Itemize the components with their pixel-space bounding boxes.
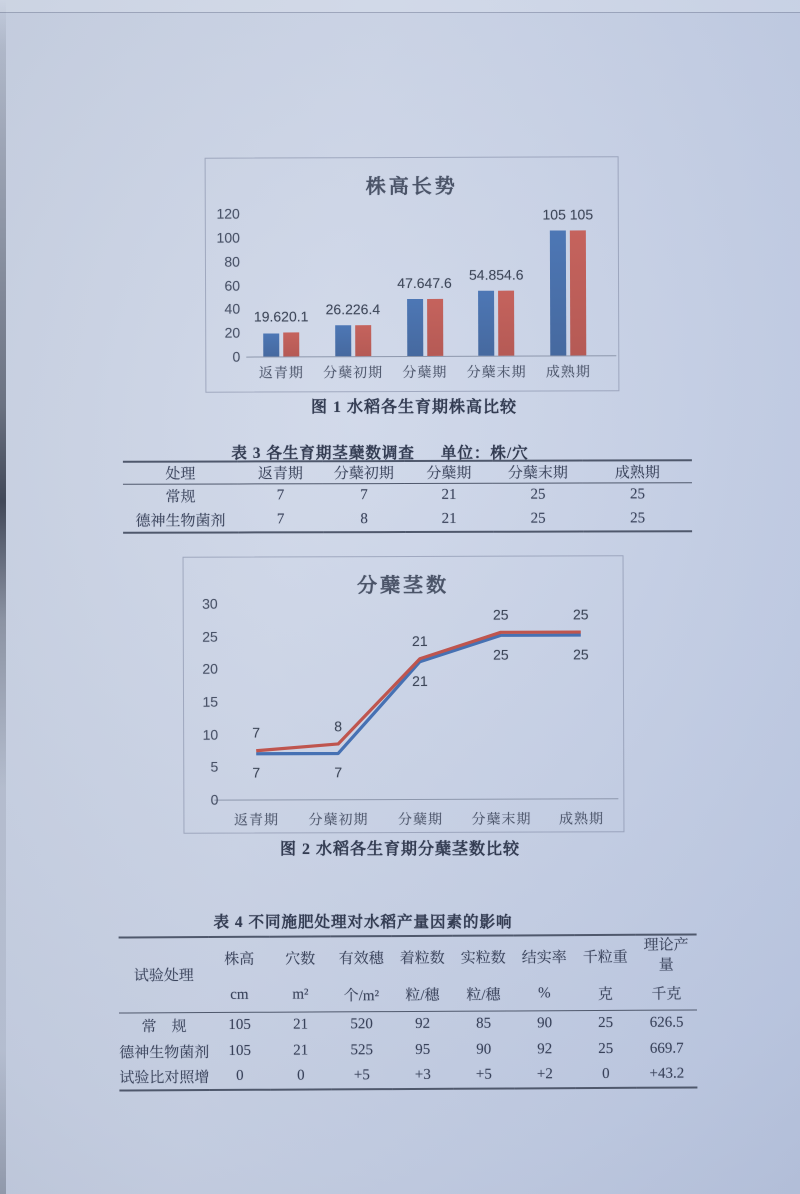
point-label-upper: 21 (411, 632, 428, 649)
axis-tick-label: 5 (210, 758, 219, 776)
bar-blue (550, 230, 566, 355)
table-cell: +2 (536, 1066, 553, 1083)
axis-tick-label: 120 (216, 205, 240, 222)
table-header-cell: 实粒数 (460, 950, 506, 967)
point-label-lower: 7 (252, 764, 261, 781)
table-cell: 21 (293, 1042, 309, 1059)
point-label-lower: 25 (573, 646, 589, 663)
table-header-cell-text: 理论产量 (643, 937, 689, 974)
table3-unit-label: 单位：株/穴 (440, 445, 529, 462)
table-cell: 0 (236, 1067, 244, 1084)
bar-red (427, 299, 443, 356)
table-cell: 25 (630, 509, 646, 526)
table-cell: 90 (537, 1014, 553, 1032)
table-header-cell: 株高 (224, 951, 255, 968)
axis-tick-label: 60 (224, 277, 241, 294)
bar-pair-label: 105 105 (542, 206, 594, 223)
bar-pair-label: 54.854.6 (468, 266, 524, 283)
axis-category-label: 成熟期 (558, 810, 604, 827)
table-cell: 92 (537, 1040, 553, 1057)
axis-tick-label: 100 (216, 229, 240, 246)
table-cell: 常 规 (141, 1018, 187, 1036)
point-label-upper: 25 (492, 606, 509, 623)
paper-crease-line (0, 12, 800, 13)
axis-category-label: 分蘖期 (402, 363, 448, 381)
table-cell: 520 (350, 1015, 373, 1033)
axis-tick-label: 30 (202, 595, 218, 612)
point-label-lower: 25 (493, 646, 509, 663)
axis-category-label: 返青期 (258, 364, 304, 381)
bar-pair-label: 26.226.4 (325, 300, 381, 317)
axis-category-label: 分蘖期 (397, 810, 443, 828)
table-header-cell: 有效穗 (338, 951, 384, 968)
bar-pair-label: 47.647.6 (397, 275, 452, 292)
point-label-upper: 7 (252, 724, 261, 741)
bar-blue (335, 325, 351, 356)
table-cell: 90 (476, 1041, 492, 1058)
axis-category-label: 分蘖初期 (308, 811, 369, 828)
axis-tick-label: 0 (210, 791, 219, 808)
paper-top-band (0, 0, 800, 12)
bar-red (570, 230, 586, 355)
bar-red (355, 325, 371, 357)
axis-category-label: 分蘖初期 (323, 364, 384, 381)
axis-category-label: 返青期 (233, 811, 279, 828)
table-header-cell: 成熟期 (614, 465, 660, 482)
table-unit-cell: cm (230, 986, 249, 1003)
table-cell: 105 (228, 1016, 251, 1033)
table-cell: 626.5 (649, 1014, 684, 1031)
table-cell: 95 (415, 1041, 431, 1058)
table-cell: 8 (360, 510, 368, 527)
table-cell: 21 (441, 487, 457, 504)
figure1-chart-title: 株高长势 (365, 175, 458, 199)
table-header-cell: 着粒数 (399, 950, 445, 968)
point-label-upper: 25 (572, 606, 589, 623)
table-cell: 0 (297, 1067, 305, 1084)
point-label-lower: 7 (334, 764, 343, 781)
table-unit-cell: 个/m² (343, 987, 380, 1005)
bar-blue (263, 333, 279, 356)
axis-tick-label: 40 (224, 300, 241, 317)
table-cell: 25 (629, 486, 646, 503)
figure1-plot-area (246, 206, 617, 357)
table-cell: 25 (530, 510, 546, 527)
table-cell: 21 (293, 1016, 309, 1033)
point-label-upper: 8 (334, 717, 343, 734)
table-unit-cell: 粒/穗 (405, 987, 440, 1004)
axis-tick-label: 15 (202, 693, 219, 710)
line-series-red (256, 632, 581, 751)
table-cell: 92 (415, 1015, 431, 1032)
table4 (119, 933, 698, 1091)
table-cell: +3 (414, 1066, 431, 1083)
figure2-plot-area (224, 602, 615, 799)
axis-category-label: 成熟期 (545, 363, 591, 380)
table-cell: 0 (602, 1065, 610, 1082)
left-edge-shadow (0, 0, 6, 1194)
table-header-cell: 穴数 (285, 951, 316, 968)
table-cell: 试验比对照增 (119, 1070, 210, 1087)
table-row (123, 507, 692, 532)
table-row (123, 483, 692, 508)
axis-category-label: 分蘖末期 (471, 810, 532, 827)
table-row (119, 1009, 697, 1038)
axis-tick-label: 20 (202, 660, 218, 678)
table-cell: 21 (441, 510, 457, 527)
table-cell: 25 (598, 1014, 614, 1031)
axis-tick-label: 25 (202, 628, 218, 645)
bar-red (283, 332, 299, 356)
table-unit-cell: 粒/穗 (466, 987, 501, 1004)
figure2-caption: 图 2 水稻各生育期分蘖茎数比较 (279, 841, 520, 858)
axis-category-label: 分蘖末期 (466, 363, 527, 380)
bar-blue (478, 290, 494, 355)
table-cell: +43.2 (649, 1065, 685, 1082)
table-header-cell: 分蘖末期 (507, 465, 568, 482)
table-cell: 7 (276, 510, 285, 527)
table-unit-cell: % (538, 985, 551, 1002)
table-cell: 7 (360, 487, 368, 504)
axis-tick-label: 10 (202, 726, 219, 743)
table-cell: 105 (228, 1042, 251, 1059)
table-header-cell: 返青期 (257, 466, 303, 483)
table-header-cell: 处理 (165, 466, 196, 483)
table3 (123, 459, 692, 533)
bar-blue (407, 299, 423, 356)
table-cell: 25 (598, 1040, 614, 1057)
table-cell: 常规 (165, 489, 196, 506)
table-row (119, 1061, 697, 1090)
figure2-chart-title: 分蘖茎数 (357, 574, 450, 598)
table-header-cell: 分蘖期 (426, 465, 472, 482)
table3-title-text: 表 3 各生育期茎蘖数调查 (231, 445, 415, 462)
table-header-cell: 试验处理 (133, 968, 194, 985)
bar-pair-label: 19.620.1 (253, 308, 309, 325)
table4-title: 表 4 不同施肥处理对水稻产量因素的影响 (213, 914, 513, 931)
table-unit-cell: m² (292, 986, 309, 1003)
table-cell: 7 (276, 487, 285, 504)
axis-tick-label: 0 (232, 348, 241, 365)
figure1-caption: 图 1 水稻各生育期株高比较 (310, 399, 517, 416)
table-row (119, 1035, 697, 1064)
table3-header-row (123, 460, 692, 484)
table-header-cell: 千粒重 (582, 949, 628, 967)
table-cell: 669.7 (649, 1040, 684, 1057)
table4-header-row (119, 934, 697, 979)
table-cell: 25 (530, 486, 546, 503)
table-cell: 德神生物菌剂 (119, 1044, 210, 1062)
table-unit-cell: 千克 (651, 986, 682, 1003)
table-unit-cell: 克 (597, 986, 613, 1003)
table-cell: 525 (350, 1041, 373, 1058)
table-cell: +5 (353, 1067, 370, 1084)
axis-tick-label: 20 (224, 324, 241, 341)
table-header-cell: 分蘖初期 (333, 466, 394, 483)
axis-tick-label: 80 (224, 253, 240, 270)
figure1-chart (205, 156, 620, 392)
table-cell: 85 (476, 1015, 492, 1032)
line-series-blue (256, 635, 581, 754)
table-header-cell: 结实率 (521, 950, 567, 967)
bar-red (498, 291, 514, 356)
table-cell: +5 (475, 1066, 492, 1083)
figure2-chart (183, 555, 625, 834)
table-header-cell (636, 934, 697, 976)
table-cell: 德神生物菌剂 (135, 512, 226, 530)
point-label-lower: 21 (412, 672, 428, 689)
